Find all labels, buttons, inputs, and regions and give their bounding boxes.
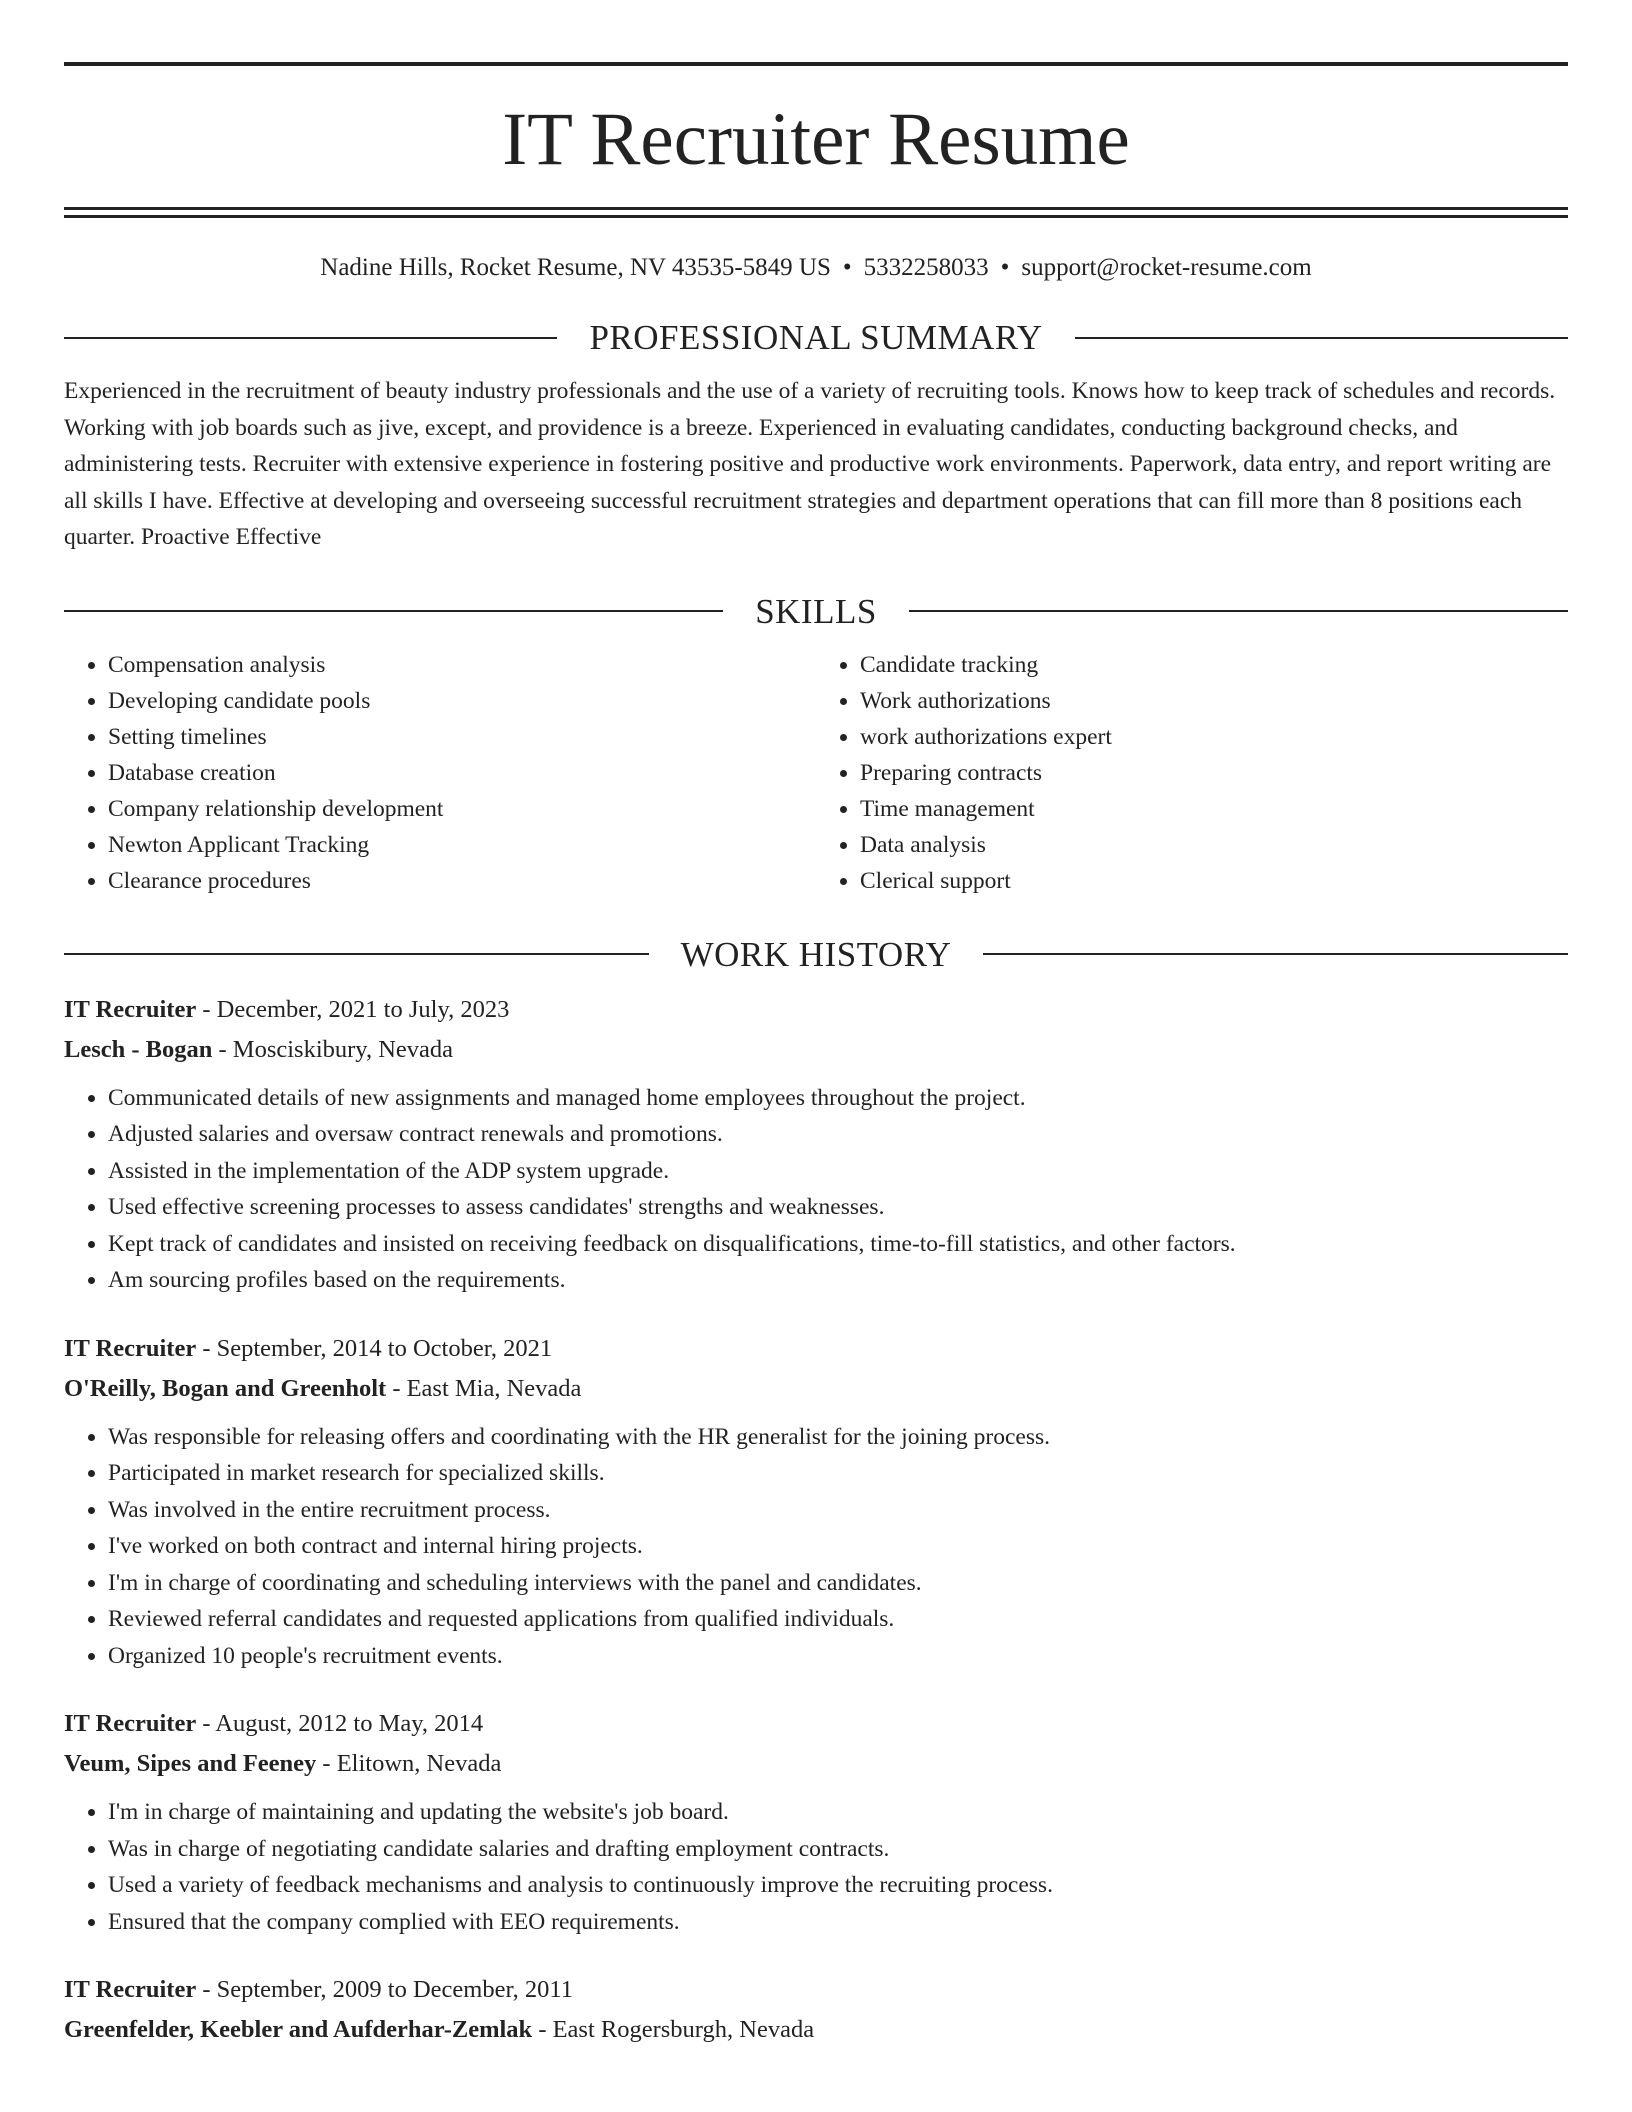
skill-item: • Developing candidate pools (108, 683, 816, 719)
job-entry (64, 1970, 1568, 2050)
job-dates: - December, 2021 to July, 2023 (196, 995, 510, 1023)
skill-item: • Compensation analysis (108, 647, 816, 683)
job-bullet: • Communicated details of new assignments and managed home employees throughout the project. (108, 1080, 1568, 1117)
job-bullets (64, 1080, 1568, 1299)
section-header-skills (64, 591, 1568, 631)
section-header-work-history (64, 934, 1568, 974)
job-company-line (64, 2010, 1568, 2050)
job-location: - East Mia, Nevada (386, 1374, 582, 1402)
skill-item: • Setting timelines (108, 719, 816, 755)
job-bullet: • Was involved in the entire recruitment process. (108, 1492, 1568, 1529)
section-rule-left (64, 337, 557, 339)
job-dates: - August, 2012 to May, 2014 (196, 1710, 484, 1737)
skill-item: • Work authorizations (860, 683, 1568, 719)
job-bullet: • Reviewed referral candidates and requested applications from qualified individuals. (108, 1601, 1568, 1638)
professional-summary-text: Experienced in the recruitment of beauty industry professionals and the use of a variety of recruiting tools. Knows how to keep track of schedules and records. Working with job boards such as jive, except, and providence is a breeze. Experienced in evaluating candidates, conducting background checks, and administering tests. Recruiter with extensive experience in fostering positive and productive work environments. Paperwork, data entry, and report writing are all skills I have. Effective at developing and overseeing successful recruitment strategies and department operations that can fill more than 8 positions each quarter. Proactive Effective (64, 378, 1556, 550)
job-bullet: • Ensured that the company complied with EEO requirements. (108, 1904, 1568, 1941)
skill-item: • Clerical support (860, 863, 1568, 899)
job-title: IT Recruiter (64, 1976, 197, 2003)
contact-separator: • (1000, 254, 1010, 281)
contact-address: Nadine Hills, Rocket Resume, NV 43535-5849 US (320, 254, 831, 281)
section-title-work-history: WORK HISTORY (680, 934, 952, 974)
job-entry (64, 1329, 1568, 1675)
title-double-rule (64, 207, 1568, 218)
contact-separator: • (842, 254, 852, 281)
section-rule-right (1075, 337, 1568, 339)
skills-list (64, 647, 1568, 899)
job-title-line (64, 1704, 1568, 1744)
job-bullet: • I'm in charge of maintaining and updating the website's job board. (108, 1794, 1568, 1831)
section-title-skills: SKILLS (755, 591, 877, 631)
job-company: Greenfelder, Keebler and Aufderhar-Zemlak (64, 2016, 533, 2043)
job-bullet: • Participated in market research for specialized skills. (108, 1455, 1568, 1492)
skills-column-right (816, 647, 1568, 899)
skill-item: • Data analysis (860, 827, 1568, 863)
job-company-line (64, 1369, 1568, 1409)
job-bullet: • Was responsible for releasing offers and coordinating with the HR generalist for the joining process. (108, 1419, 1568, 1456)
job-bullet: • I've worked on both contract and internal hiring projects. (108, 1528, 1568, 1565)
job-location: - Elitown, Nevada (316, 1750, 502, 1777)
skill-item: • Clearance procedures (108, 863, 816, 899)
job-company: Lesch - Bogan (64, 1035, 213, 1063)
skill-item: • Candidate tracking (860, 647, 1568, 683)
job-title: IT Recruiter (64, 1710, 197, 1737)
top-rule (64, 62, 1568, 66)
section-rule-right (983, 953, 1568, 955)
job-dates: - September, 2009 to December, 2011 (196, 1976, 573, 2003)
skill-item: • Preparing contracts (860, 755, 1568, 791)
job-dates: - September, 2014 to October, 2021 (196, 1334, 553, 1362)
skill-item: • Database creation (108, 755, 816, 791)
job-title: IT Recruiter (64, 1334, 197, 1362)
job-company-line (64, 1744, 1568, 1784)
skill-item: • work authorizations expert (860, 719, 1568, 755)
job-location: - Mosciskibury, Nevada (212, 1035, 454, 1063)
skills-column-left (64, 647, 816, 899)
job-bullet: • Adjusted salaries and oversaw contract renewals and promotions. (108, 1116, 1568, 1153)
contact-email: support@rocket-resume.com (1021, 254, 1312, 281)
job-bullets (64, 1794, 1568, 1940)
job-title: IT Recruiter (64, 995, 197, 1023)
job-bullets (64, 1419, 1568, 1675)
job-bullet: • Used effective screening processes to assess candidates' strengths and weaknesses. (108, 1189, 1568, 1226)
section-rule-right (909, 610, 1568, 612)
skill-item: • Company relationship development (108, 791, 816, 827)
job-bullet: • Used a variety of feedback mechanisms and analysis to continuously improve the recruiting process. (108, 1867, 1568, 1904)
job-title-line (64, 990, 1568, 1030)
job-company: O'Reilly, Bogan and Greenholt (64, 1374, 387, 1402)
section-title-summary: PROFESSIONAL SUMMARY (589, 318, 1043, 357)
job-title-line (64, 1970, 1568, 2010)
job-entry (64, 990, 1568, 1299)
job-bullet: • Kept track of candidates and insisted on receiving feedback on disqualifications, time-to-fill statistics, and other factors. (108, 1226, 1568, 1263)
job-entry (64, 1704, 1568, 1940)
resume-title: IT Recruiter Resume (502, 98, 1130, 181)
job-company: Veum, Sipes and Feeney (64, 1750, 317, 1777)
skill-item: • Time management (860, 791, 1568, 827)
section-rule-left (64, 953, 649, 955)
job-company-line (64, 1030, 1568, 1070)
job-bullet: • Am sourcing profiles based on the requirements. (108, 1262, 1568, 1299)
skill-item: • Newton Applicant Tracking (108, 827, 816, 863)
contact-phone: 5332258033 (863, 254, 989, 281)
job-location: - East Rogersburgh, Nevada (532, 2016, 815, 2043)
job-bullet: • Was in charge of negotiating candidate salaries and drafting employment contracts. (108, 1831, 1568, 1868)
contact-line (64, 254, 1568, 282)
job-title-line (64, 1329, 1568, 1369)
job-bullet: • Assisted in the implementation of the ADP system upgrade. (108, 1153, 1568, 1190)
job-bullet: • I'm in charge of coordinating and scheduling interviews with the panel and candidates. (108, 1565, 1568, 1602)
job-bullet: • Organized 10 people's recruitment events. (108, 1638, 1568, 1675)
section-rule-left (64, 610, 723, 612)
section-header-summary (64, 320, 1568, 355)
